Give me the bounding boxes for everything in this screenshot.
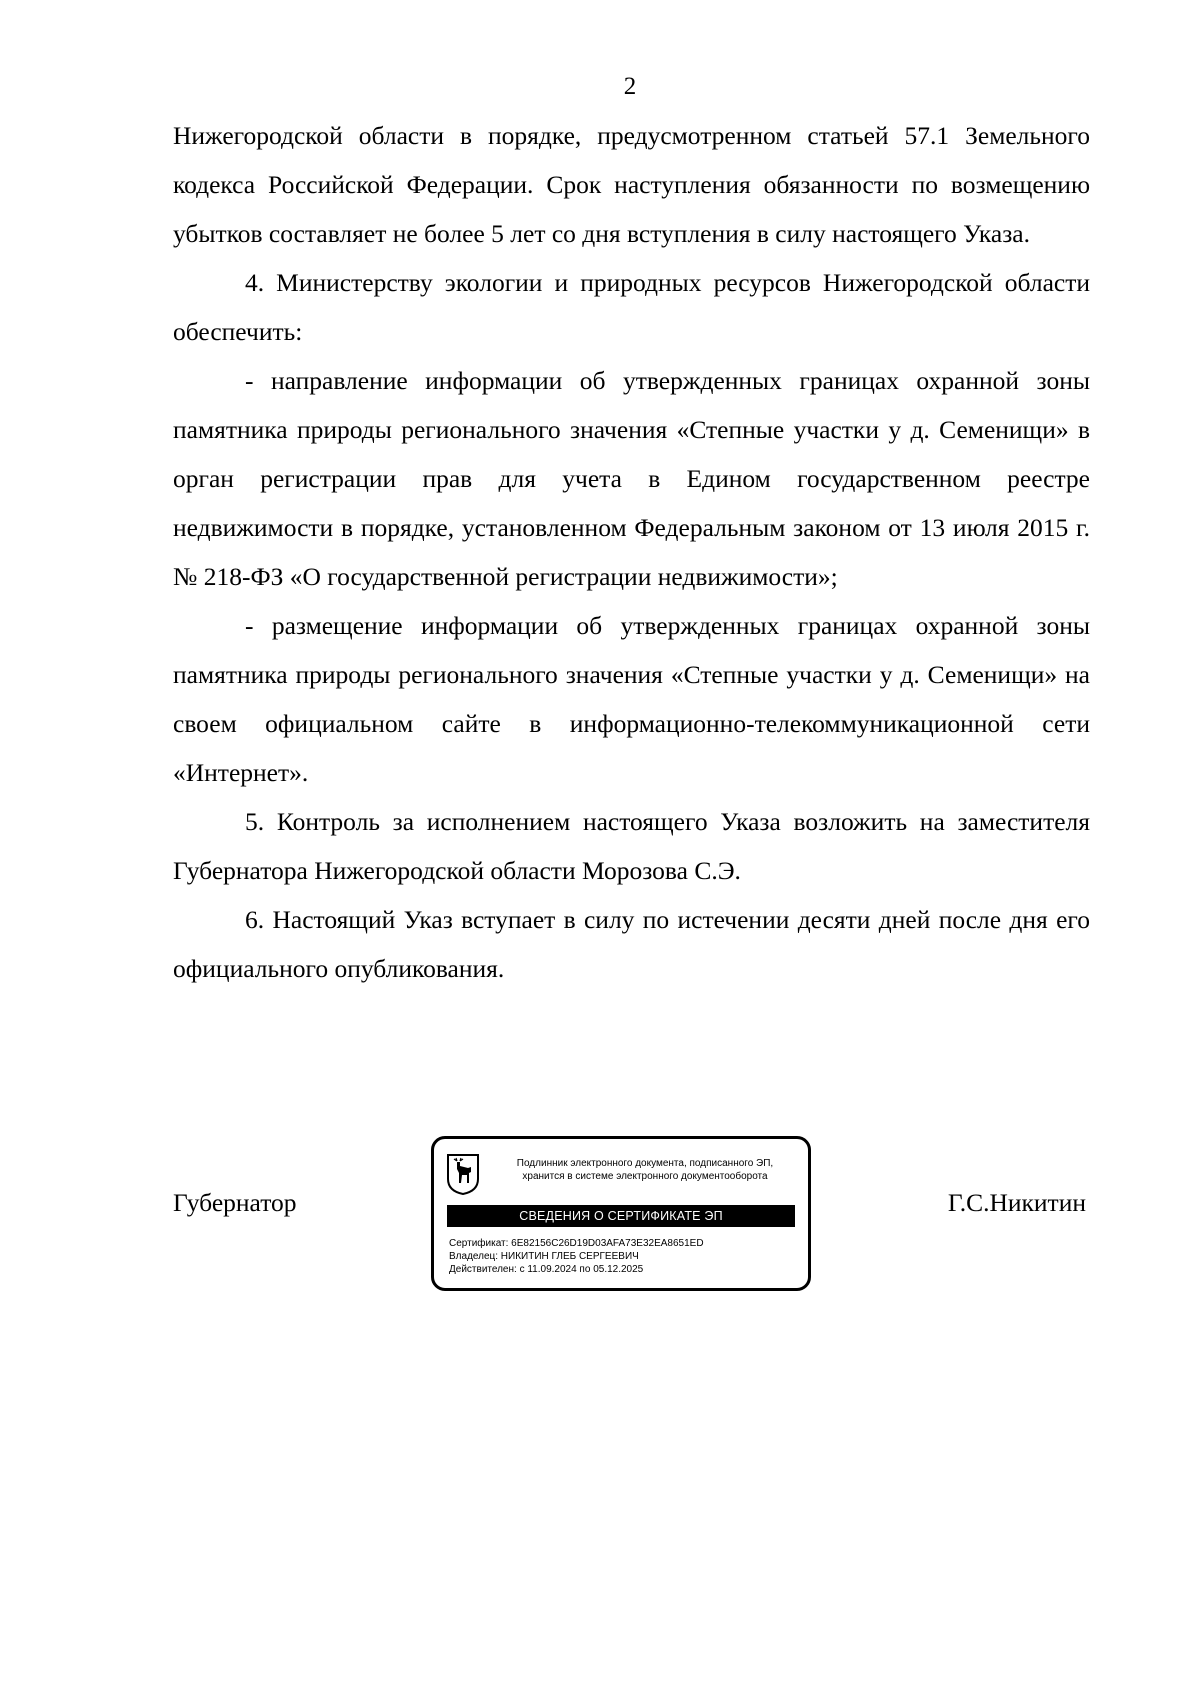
signature-block: [173, 1136, 1090, 1296]
paragraph-item-5: 5. Контроль за исполнением настоящего Указа возложить на заместителя Губернатора Нижегородской области Морозова С.Э.: [173, 807, 1090, 885]
document-body: [173, 111, 1090, 993]
certificate-owner: Владелец: НИКИТИН ГЛЕБ СЕРГЕЕВИЧ: [449, 1251, 639, 1262]
paragraph-subitem-publication: - размещение информации об утвержденных границах охранной зоны памятника природы регионального значения «Степные участки у д. Семенищи» на своем официальном сайте в информационно-телекоммуникационной сети «Интернет».: [173, 611, 1090, 787]
paragraph-item-6: 6. Настоящий Указ вступает в силу по истечении десяти дней после дня его официального опубликования.: [173, 905, 1090, 983]
electronic-signature-stamp: [431, 1136, 811, 1291]
stamp-header: [486, 1157, 804, 1183]
certificate-validity: Действителен: с 11.09.2024 по 05.12.2025: [449, 1264, 644, 1275]
stamp-details: [449, 1237, 704, 1276]
stamp-title-bar: СВЕДЕНИЯ О СЕРТИФИКАТЕ ЭП: [447, 1205, 795, 1227]
certificate-number: Сертификат: 6E82156C26D19D03AFA73E32EA8651ED: [449, 1238, 704, 1249]
stamp-header-line: Подлинник электронного документа, подписанного ЭП,: [516, 1158, 774, 1169]
signer-title: Губернатор: [173, 1188, 297, 1217]
nizhny-novgorod-deer-emblem-icon: [446, 1153, 480, 1195]
paragraph-item-4: 4. Министерству экологии и природных ресурсов Нижегородской области обеспечить:: [173, 268, 1090, 346]
paragraph-subitem-registration: - направление информации об утвержденных границах охранной зоны памятника природы регионального значения «Степные участки у д. Семенищи» в орган регистрации прав для учета в Едином государственном реестре недвижимости в порядке, установленном Федеральным законом от 13 июля 2015 г. № 218-ФЗ «О государственной регистрации недвижимости»;: [173, 366, 1090, 591]
stamp-header-line: хранится в системе электронного документооборота: [522, 1171, 768, 1182]
paragraph-continuation: Нижегородской области в порядке, предусмотренном статьей 57.1 Земельного кодекса Российской Федерации. Срок наступления обязанности по возмещению убытков составляет не более 5 лет со дня вступления в силу настоящего Указа.: [173, 121, 1090, 248]
signer-name: Г.С.Никитин: [947, 1188, 1086, 1217]
page-number: 2: [623, 73, 637, 100]
